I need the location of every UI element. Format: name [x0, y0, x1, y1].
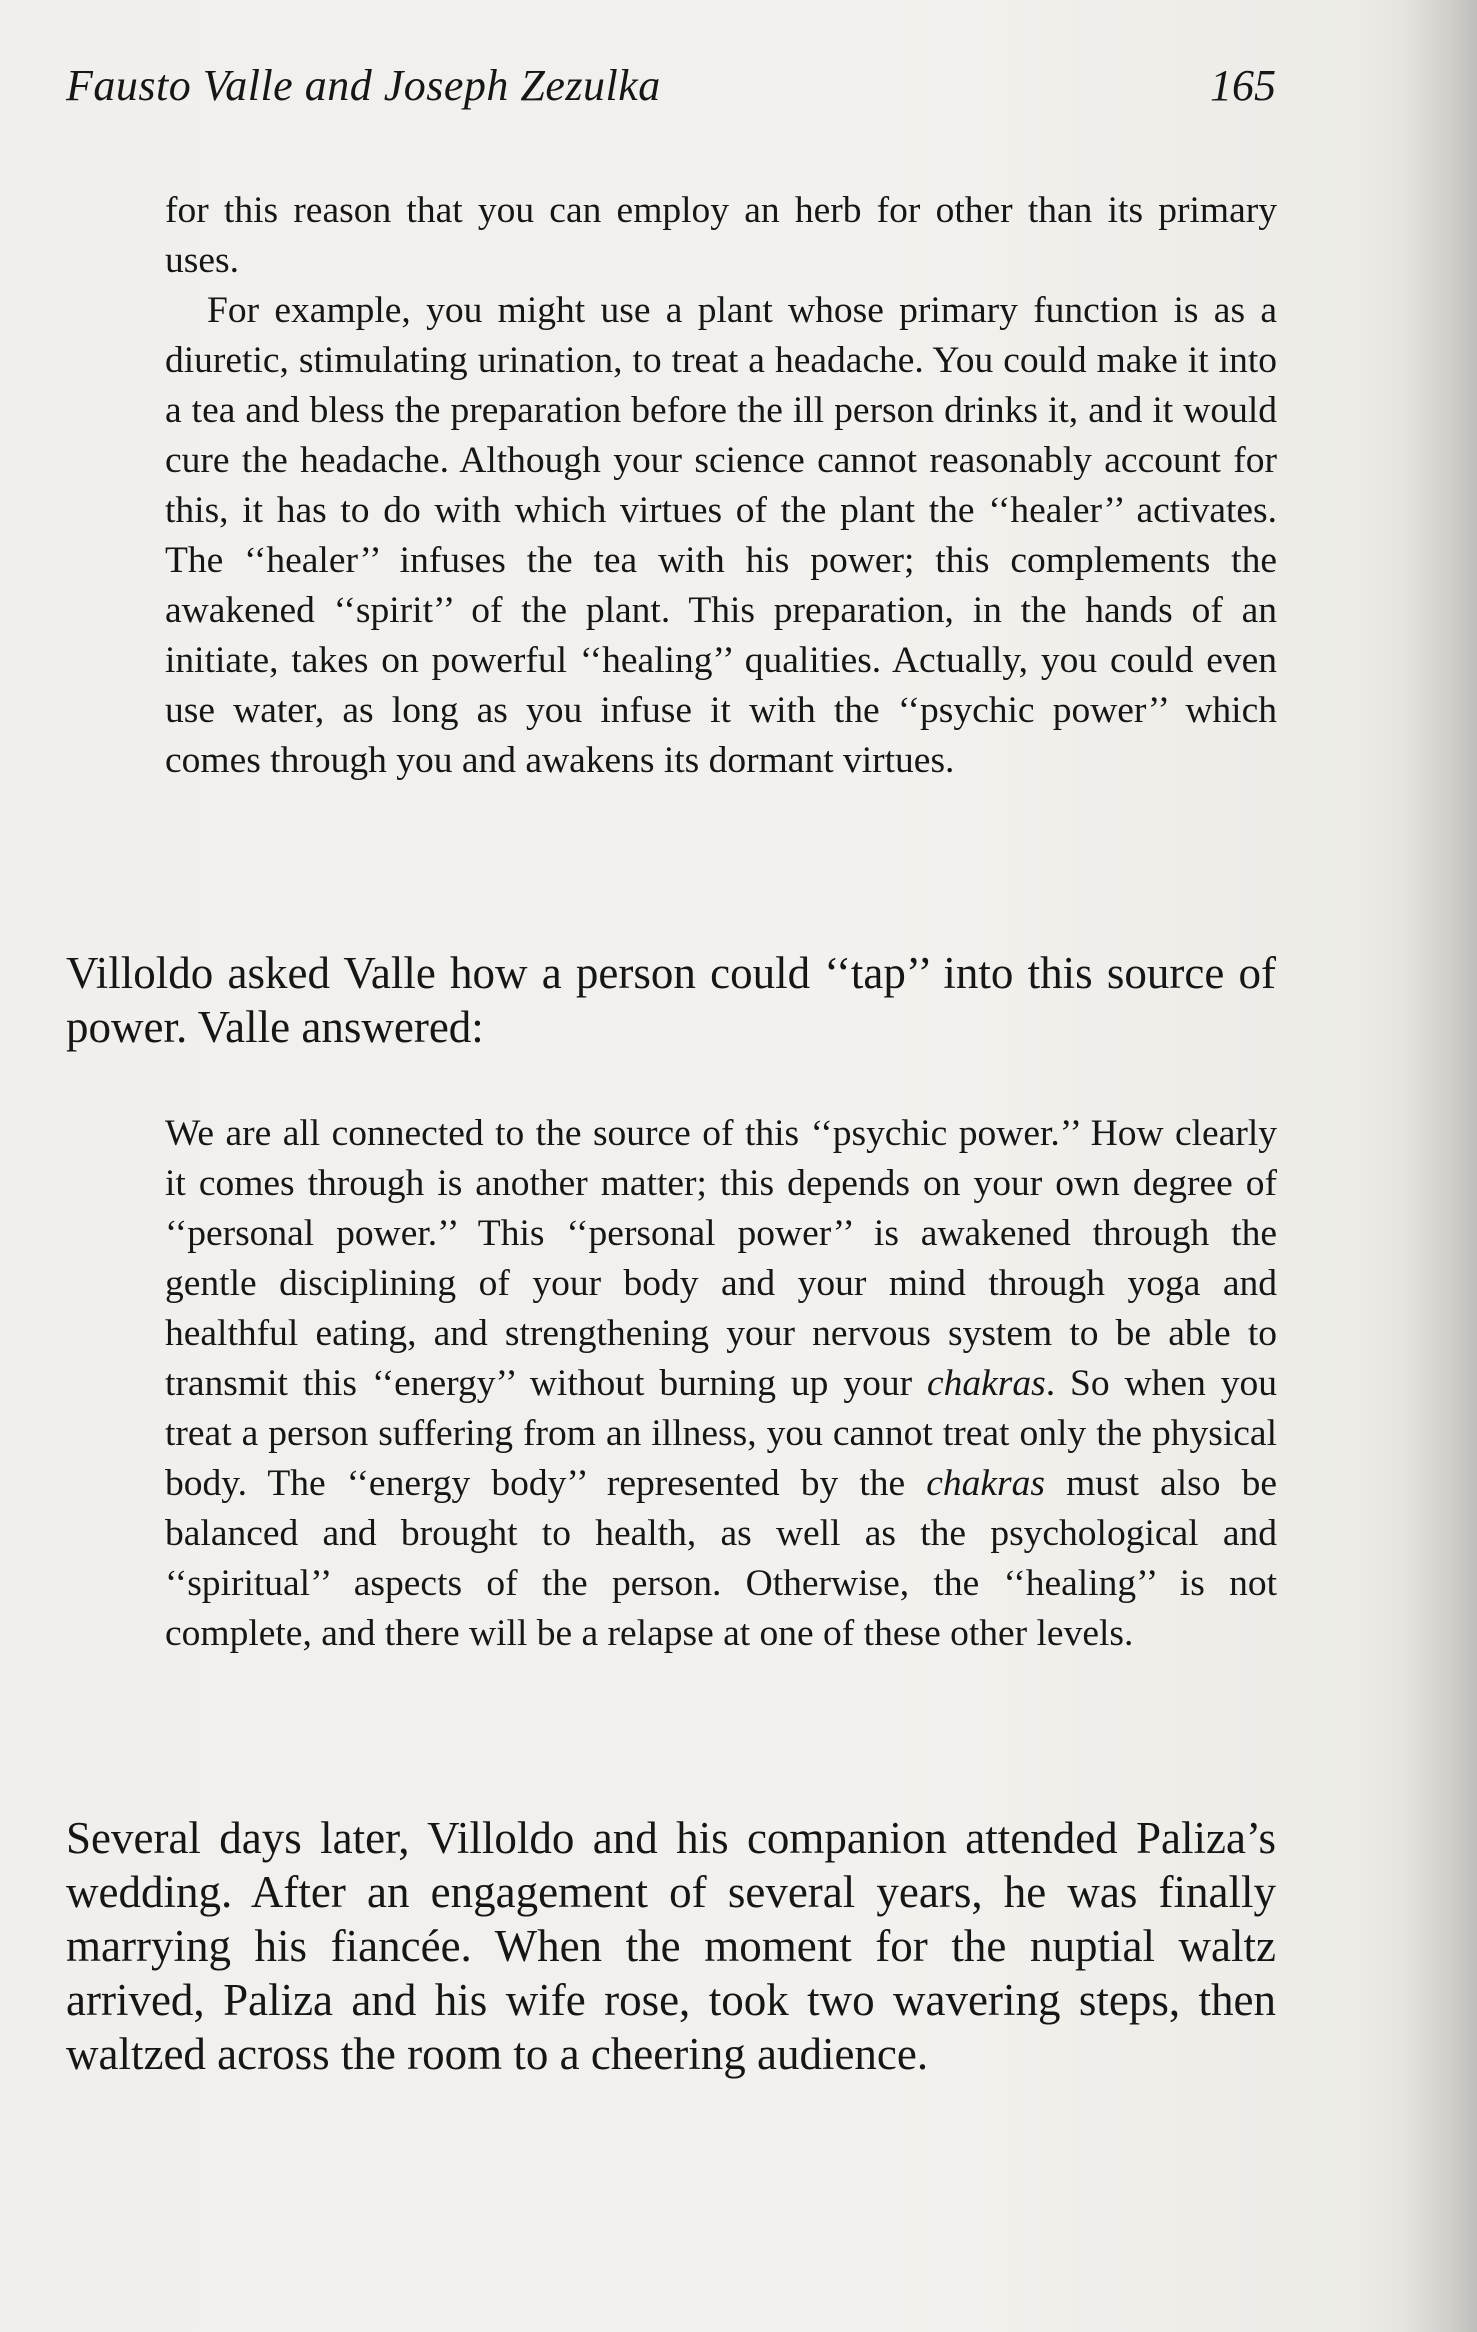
quoted-passage-power — [165, 1109, 1277, 1659]
page-number: 165 — [1210, 61, 1276, 110]
quote-italic-chakras-2: chakras — [926, 1463, 1045, 1504]
quote-paragraph-2: For example, you might use a plant whose primary function is as a diuretic, stimulating urination, to treat a headache. You could make it into a tea and bless the preparation before the ill person drinks it, and it would cure the headache. Although your science cannot reasonably account for this, it has to do with which virtues of the plant the ‘‘healer’’ activates. The ‘‘healer’’ infuses the tea with his power; this complements the awakened ‘‘spirit’’ of the plant. This preparation, in the hands of an initiate, takes on powerful ‘‘healing’’ qualities. Actually, you could even use water, as long as you infuse it with the ‘‘psychic power’’ which comes through you and awakens its dormant virtues. — [165, 290, 1277, 781]
running-head — [66, 60, 1276, 120]
quote-italic-chakras-1: chakras — [927, 1363, 1046, 1404]
narration-paragraph-2 — [66, 1811, 1276, 2081]
narration-text-1: Villoldo asked Valle how a person could ‘‘tap’’ into this source of power. Valle answered: — [66, 948, 1276, 1052]
running-title: Fausto Valle and Joseph Zezulka — [66, 61, 661, 110]
quote-paragraph-3 — [165, 1109, 1277, 1659]
quote-text-part-2: . So when you treat a person suffering from an illness, you cannot treat only the physical body. The ‘‘energy body’’ represented by the — [165, 1363, 1277, 1504]
quoted-passage-herbs — [165, 186, 1277, 786]
quote-text-part-3: must also be balanced and brought to health, as well as the psychological and ‘‘spiritual’’ aspects of the person. Otherwise, the ‘‘healing’’ is not complete, and there will be a relapse at one of these other levels. — [165, 1463, 1277, 1654]
page-edge-shadow — [1405, 0, 1477, 2332]
narration-text-2: Several days later, Villoldo and his companion attended Paliza’s wedding. After an engagement of several years, he was finally marrying his fiancée. When the moment for the nuptial waltz arrived, Paliza and his wife rose, took two wavering steps, then waltzed across the room to a cheering audience. — [66, 1813, 1276, 2079]
narration-paragraph-1 — [66, 946, 1276, 1054]
quote-text-part-1: We are all connected to the source of this ‘‘psychic power.’’ How clearly it comes through is another matter; this depends on your own degree of ‘‘personal power.’’ This ‘‘personal power’’ is awakened through the gentle disciplining of your body and your mind through yoga and healthful eating, and strengthening your nervous system to be able to transmit this ‘‘energy’’ without burning up your — [165, 1113, 1277, 1404]
quote-paragraph-1: for this reason that you can employ an herb for other than its primary uses. — [165, 190, 1277, 281]
